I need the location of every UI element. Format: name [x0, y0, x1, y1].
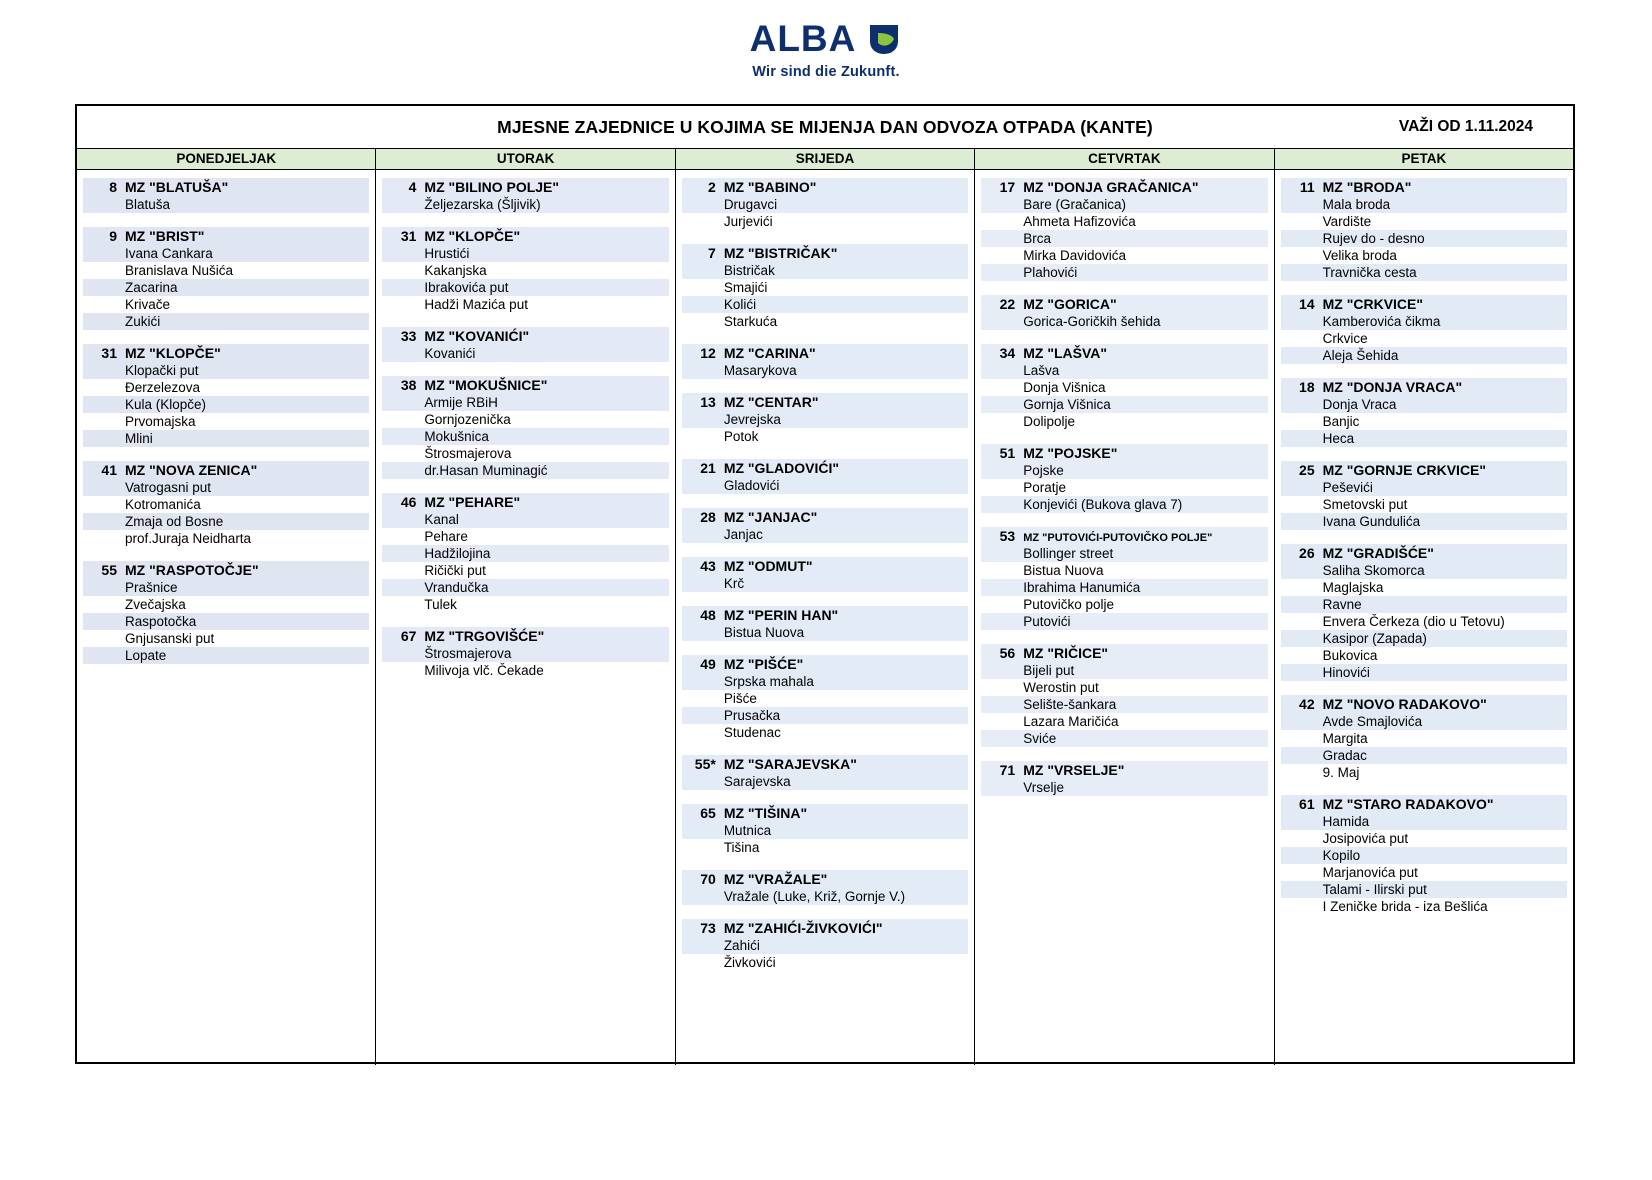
- street-row: Hadži Mazića put: [424, 297, 528, 312]
- day-header: SRIJEDA: [676, 149, 974, 170]
- mz-group: [981, 444, 1267, 513]
- street-row: Donja Višnica: [1023, 380, 1106, 395]
- street-row: Blatuša: [83, 196, 369, 213]
- day-column-body: [1275, 170, 1573, 1065]
- mz-group-header: [682, 919, 968, 937]
- street-row: Bistričak: [682, 262, 968, 279]
- mz-name: MZ "BRODA": [1322, 179, 1412, 195]
- street-row: Gradac: [1281, 747, 1567, 764]
- mz-name: MZ "DONJA GRAČANICA": [1023, 179, 1199, 195]
- mz-name: MZ "POJSKE": [1023, 445, 1118, 461]
- street-row: Putovići: [981, 613, 1267, 630]
- mz-number: 71: [999, 762, 1016, 778]
- street-row: Kamberovića čikma: [1281, 313, 1567, 330]
- mz-group-header: [83, 461, 369, 479]
- mz-number: 34: [999, 345, 1016, 361]
- street-row: Kula (Klopče): [83, 396, 369, 413]
- street-row: Banjic: [1322, 414, 1360, 429]
- street-row: Ivana Cankara: [83, 245, 369, 262]
- street-row: Gorica-Goričkih šehida: [981, 313, 1267, 330]
- street-row: Studenac: [723, 725, 781, 740]
- mz-group: [981, 344, 1267, 430]
- day-column-body: [376, 170, 674, 1065]
- mz-number: 2: [708, 179, 716, 195]
- mz-number: 31: [101, 345, 117, 361]
- street-row: Konjevići (Bukova glava 7): [981, 496, 1267, 513]
- street-row: Lopate: [83, 647, 369, 664]
- mz-group: [1281, 795, 1567, 915]
- street-row: Tulek: [424, 597, 457, 612]
- street-row: Hadžilojina: [382, 545, 668, 562]
- street-row: Hamida: [1281, 813, 1567, 830]
- day-header: PETAK: [1275, 149, 1573, 170]
- mz-number: 70: [700, 871, 716, 887]
- day-column-srijeda: [675, 149, 974, 1065]
- street-row: Vrselje: [981, 779, 1267, 796]
- mz-group-header: [981, 344, 1267, 362]
- day-column-cetvrtak: [974, 149, 1273, 1065]
- street-row: Velika broda: [1322, 248, 1397, 263]
- mz-number: 14: [1299, 296, 1315, 312]
- street-row: Talami - Ilirski put: [1281, 881, 1567, 898]
- street-row: Aleja Šehida: [1281, 347, 1567, 364]
- mz-number: 12: [700, 345, 716, 361]
- day-header: CETVRTAK: [975, 149, 1273, 170]
- mz-group: [682, 393, 968, 445]
- mz-number: 22: [999, 296, 1016, 312]
- street-row: Milivoja vlč. Čekade: [424, 663, 544, 678]
- mz-name: MZ "ODMUT": [723, 558, 813, 574]
- mz-group: [1281, 695, 1567, 781]
- mz-name: MZ "RIČICE": [1023, 645, 1109, 661]
- street-row: Avde Smajlovića: [1281, 713, 1567, 730]
- mz-group-header: [382, 227, 668, 245]
- mz-group-header: [83, 561, 369, 579]
- mz-group: [1281, 295, 1567, 364]
- street-row: Prusačka: [682, 707, 968, 724]
- mz-group-header: [981, 178, 1267, 196]
- street-row: Ravne: [1281, 596, 1567, 613]
- street-row: Drugavci: [682, 196, 968, 213]
- street-row: Sviće: [981, 730, 1267, 747]
- street-row: Travnička cesta: [1281, 264, 1567, 281]
- logo-row: [750, 18, 903, 60]
- street-row: Jurjevići: [723, 214, 773, 229]
- mz-group: [682, 244, 968, 330]
- mz-group-header: [1281, 795, 1567, 813]
- street-row: Janjac: [682, 526, 968, 543]
- mz-group-header: [1281, 295, 1567, 313]
- street-row: Bijeli put: [981, 662, 1267, 679]
- page-title: MJESNE ZAJEDNICE U KOJIMA SE MIJENJA DAN ODVOZA OTPADA (KANTE): [497, 116, 1153, 137]
- mz-group: [83, 178, 369, 213]
- street-row: Kolići: [682, 296, 968, 313]
- street-row: Štrosmajerova: [424, 446, 512, 461]
- mz-group-header: [981, 444, 1267, 462]
- street-row: Brca: [981, 230, 1267, 247]
- mz-group-header: [382, 493, 668, 511]
- mz-group: [981, 178, 1267, 281]
- street-row: Kasipor (Zapada): [1281, 630, 1567, 647]
- street-row: Lazara Maričića: [1023, 714, 1119, 729]
- street-row: Mokušnica: [382, 428, 668, 445]
- street-row: Donja Vraca: [1281, 396, 1567, 413]
- mz-number: 28: [700, 509, 716, 525]
- street-row: Štrosmajerova: [382, 645, 668, 662]
- mz-number: 11: [1299, 179, 1315, 195]
- valid-from-label: VAŽI OD 1.11.2024: [1398, 118, 1533, 135]
- mz-number: 61: [1299, 796, 1315, 812]
- mz-number: 41: [101, 462, 117, 478]
- street-row: Mirka Davidovića: [1023, 248, 1126, 263]
- mz-group-header: [981, 527, 1267, 545]
- street-row: Marjanovića put: [1322, 865, 1418, 880]
- mz-number: 38: [400, 377, 417, 393]
- mz-name: MZ "BABINO": [723, 179, 817, 195]
- mz-group: [83, 344, 369, 447]
- mz-group: [682, 606, 968, 641]
- mz-group-header: [981, 761, 1267, 779]
- street-row: Dolipolje: [1023, 414, 1075, 429]
- mz-group: [382, 493, 668, 613]
- mz-group-header: [1281, 178, 1567, 196]
- mz-group: [382, 627, 668, 679]
- mz-number: 18: [1299, 379, 1315, 395]
- street-row: Plahovići: [981, 264, 1267, 281]
- mz-number: 43: [700, 558, 716, 574]
- mz-group-header: [682, 508, 968, 526]
- mz-group-header: [682, 655, 968, 673]
- street-row: Gornjozenička: [424, 412, 511, 427]
- street-row: Starkuća: [723, 314, 778, 329]
- street-row: Kopilo: [1281, 847, 1567, 864]
- street-row: Bollinger street: [981, 545, 1267, 562]
- day-column-body: [676, 170, 974, 1065]
- mz-group-header: [382, 327, 668, 345]
- mz-name: MZ "GORICA": [1023, 296, 1117, 312]
- mz-name: MZ "ZAHIĆI-ŽIVKOVIĆI": [723, 920, 883, 936]
- mz-group: [83, 227, 369, 330]
- street-row: Bistua Nuova: [1023, 563, 1104, 578]
- street-row: Ibrakovića put: [382, 279, 668, 296]
- mz-group-header: [682, 804, 968, 822]
- mz-group-header: [682, 393, 968, 411]
- street-row: Pišće: [723, 691, 757, 706]
- mz-number: 7: [708, 245, 716, 261]
- mz-group: [382, 376, 668, 479]
- mz-group: [382, 227, 668, 313]
- street-row: Ibrahima Hanumića: [981, 579, 1267, 596]
- street-row: Ričički put: [424, 563, 486, 578]
- street-row: Gladovići: [682, 477, 968, 494]
- day-column-ponedjeljak: [77, 149, 375, 1065]
- mz-name: MZ "KLOPČE": [125, 345, 221, 361]
- street-row: Smetovski put: [1322, 497, 1408, 512]
- mz-group-header: [382, 627, 668, 645]
- mz-name: MZ "RASPOTOČJE": [125, 562, 259, 578]
- street-row: Maglajska: [1322, 580, 1384, 595]
- mz-group: [682, 755, 968, 790]
- street-row: Hinovići: [1281, 664, 1567, 681]
- street-row: 9. Maj: [1322, 765, 1360, 780]
- day-column-body: [77, 170, 375, 1065]
- mz-name: MZ "SARAJEVSKA": [723, 756, 857, 772]
- mz-group-header: [981, 295, 1267, 313]
- mz-group-header: [1281, 695, 1567, 713]
- mz-group: [1281, 544, 1567, 681]
- street-row: Lašva: [981, 362, 1267, 379]
- street-row: Werostin put: [1023, 680, 1099, 695]
- day-column-utorak: [375, 149, 674, 1065]
- mz-name: MZ "MOKUŠNICE": [424, 377, 548, 393]
- table-title-row: [77, 106, 1573, 149]
- mz-group: [682, 508, 968, 543]
- street-row: Prašnice: [83, 579, 369, 596]
- mz-name: MZ "LAŠVA": [1023, 345, 1108, 361]
- mz-group: [83, 561, 369, 664]
- mz-group-header: [682, 459, 968, 477]
- mz-name: MZ "GRADIŠĆE": [1322, 545, 1434, 561]
- mz-number: 25: [1299, 462, 1315, 478]
- street-row: Mutnica: [682, 822, 968, 839]
- mz-number: 21: [700, 460, 716, 476]
- mz-group-header: [682, 755, 968, 773]
- day-header: PONEDJELJAK: [77, 149, 375, 170]
- mz-name: MZ "PIŠĆE": [723, 656, 804, 672]
- mz-group: [682, 870, 968, 905]
- street-row: Bukovica: [1322, 648, 1378, 663]
- mz-group: [1281, 378, 1567, 447]
- street-row: Mlini: [83, 430, 369, 447]
- street-row: Peševići: [1281, 479, 1567, 496]
- mz-number: 49: [700, 656, 716, 672]
- schedule-table: [75, 104, 1575, 1064]
- mz-group: [682, 344, 968, 379]
- street-row: Tišina: [723, 840, 760, 855]
- mz-name: MZ "PEHARE": [424, 494, 521, 510]
- mz-group: [682, 178, 968, 230]
- mz-group-header: [83, 344, 369, 362]
- street-row: Vatrogasni put: [83, 479, 369, 496]
- street-row: Krč: [682, 575, 968, 592]
- street-row: Prvomajska: [125, 414, 196, 429]
- street-row: Ahmeta Hafizovića: [1023, 214, 1136, 229]
- mz-number: 13: [700, 394, 716, 410]
- mz-name: MZ "CENTAR": [723, 394, 819, 410]
- mz-number: 73: [700, 920, 716, 936]
- street-row: Kovanići: [382, 345, 668, 362]
- street-row: Vražale (Luke, Križ, Gornje V.): [682, 888, 968, 905]
- street-row: Putovičko polje: [1023, 597, 1115, 612]
- street-row: Bistua Nuova: [682, 624, 968, 641]
- mz-name: MZ "STARO RADAKOVO": [1322, 796, 1494, 812]
- mz-group: [382, 327, 668, 362]
- mz-number: 33: [400, 328, 417, 344]
- street-row: Josipovića put: [1322, 831, 1409, 846]
- street-row: I Zeničke brida - iza Bešlića: [1322, 899, 1488, 914]
- street-row: Armije RBiH: [382, 394, 668, 411]
- mz-group: [682, 459, 968, 494]
- mz-group-header: [981, 644, 1267, 662]
- mz-group: [83, 461, 369, 547]
- logo-tagline: Wir sind die Zukunft.: [752, 64, 900, 80]
- mz-number: 48: [700, 607, 716, 623]
- mz-name: MZ "VRAŽALE": [723, 871, 828, 887]
- mz-number: 8: [109, 179, 117, 195]
- mz-group: [981, 295, 1267, 330]
- day-header: UTORAK: [376, 149, 674, 170]
- street-row: Zahići: [682, 937, 968, 954]
- mz-number: 56: [999, 645, 1016, 661]
- mz-group-header: [83, 227, 369, 245]
- street-row: Živkovići: [723, 955, 776, 970]
- mz-group-header: [682, 244, 968, 262]
- street-row: Saliha Skomorca: [1281, 562, 1567, 579]
- street-row: Branislava Nušića: [125, 263, 234, 278]
- mz-number: 67: [400, 628, 417, 644]
- mz-group: [682, 655, 968, 741]
- street-row: Poratje: [1023, 480, 1066, 495]
- logo-wordmark: ALBA: [749, 18, 857, 59]
- street-row: Smajići: [723, 280, 768, 295]
- mz-name: MZ "BILINO POLJE": [424, 179, 560, 195]
- mz-name: MZ "DONJA VRACA": [1322, 379, 1463, 395]
- street-row: Pojske: [981, 462, 1267, 479]
- street-row: Đerzelezova: [125, 380, 201, 395]
- mz-group: [981, 527, 1267, 630]
- mz-group-header: [682, 870, 968, 888]
- mz-name: MZ "BISTRIČAK": [723, 245, 838, 261]
- mz-group: [981, 644, 1267, 747]
- mz-name: MZ "CARINA": [723, 345, 816, 361]
- street-row: Zvečajska: [125, 597, 186, 612]
- mz-number: 55: [101, 562, 117, 578]
- street-row: Vrandučka: [382, 579, 668, 596]
- mz-number: 17: [999, 179, 1016, 195]
- brand-logo: [0, 18, 1652, 80]
- street-row: Margita: [1322, 731, 1368, 746]
- mz-name: MZ "PUTOVIĆI-PUTOVIČKO POLJE": [1023, 532, 1213, 544]
- mz-group-header: [682, 606, 968, 624]
- street-row: Potok: [723, 429, 759, 444]
- mz-group-header: [682, 557, 968, 575]
- mz-name: MZ "CRKVICE": [1322, 296, 1424, 312]
- street-row: Zukići: [83, 313, 369, 330]
- mz-name: MZ "VRSELJE": [1023, 762, 1125, 778]
- street-row: Zacarina: [83, 279, 369, 296]
- mz-name: MZ "GLADOVIĆI": [723, 460, 839, 476]
- street-row: Zmaja od Bosne: [83, 513, 369, 530]
- alba-leaf-icon: [866, 21, 902, 57]
- street-row: Mala broda: [1281, 196, 1567, 213]
- street-row: Hrustići: [382, 245, 668, 262]
- street-row: Jevrejska: [682, 411, 968, 428]
- mz-group: [1281, 178, 1567, 281]
- mz-number: 65: [700, 805, 716, 821]
- street-row: Heca: [1281, 430, 1567, 447]
- mz-group-header: [382, 178, 668, 196]
- mz-name: MZ "KOVANIĆI": [424, 328, 530, 344]
- mz-group-header: [682, 344, 968, 362]
- street-row: Pehare: [424, 529, 468, 544]
- mz-group: [981, 761, 1267, 796]
- street-row: Masarykova: [682, 362, 968, 379]
- day-columns: [77, 149, 1573, 1065]
- street-row: Ivana Gundulića: [1281, 513, 1567, 530]
- mz-group: [682, 804, 968, 856]
- mz-group: [682, 919, 968, 971]
- mz-group-header: [382, 376, 668, 394]
- street-row: Klopački put: [83, 362, 369, 379]
- mz-number: 4: [408, 179, 417, 195]
- mz-name: MZ "NOVA ZENICA": [125, 462, 258, 478]
- street-row: Kanal: [382, 511, 668, 528]
- mz-name: MZ "JANJAC": [723, 509, 818, 525]
- street-row: Crkvice: [1322, 331, 1368, 346]
- mz-name: MZ "GORNJE CRKVICE": [1322, 462, 1487, 478]
- mz-number: 55*: [694, 756, 716, 772]
- mz-name: MZ "BLATUŠA": [125, 179, 229, 195]
- mz-number: 26: [1299, 545, 1315, 561]
- mz-group-header: [83, 178, 369, 196]
- street-row: Raspotočka: [83, 613, 369, 630]
- mz-number: 46: [400, 494, 417, 510]
- street-row: prof.Juraja Neidharta: [125, 531, 252, 546]
- mz-group: [1281, 461, 1567, 530]
- mz-group: [382, 178, 668, 213]
- street-row: Bare (Gračanica): [981, 196, 1267, 213]
- mz-group-header: [1281, 544, 1567, 562]
- mz-group-header: [1281, 461, 1567, 479]
- street-row: Krivače: [125, 297, 171, 312]
- street-row: Gnjusanski put: [125, 631, 215, 646]
- day-column-body: [975, 170, 1273, 1065]
- mz-number: 42: [1299, 696, 1315, 712]
- mz-name: MZ "BRIST": [125, 228, 205, 244]
- mz-group-header: [682, 178, 968, 196]
- street-row: Željezarska (Šljivik): [382, 196, 668, 213]
- street-row: Kakanjska: [424, 263, 487, 278]
- mz-name: MZ "NOVO RADAKOVO": [1322, 696, 1487, 712]
- street-row: Gornja Višnica: [981, 396, 1267, 413]
- street-row: Srpska mahala: [682, 673, 968, 690]
- mz-name: MZ "PERIN HAN": [723, 607, 839, 623]
- mz-name: MZ "TIŠINA": [723, 805, 808, 821]
- mz-number: 31: [400, 228, 417, 244]
- mz-number: 53: [999, 528, 1016, 544]
- street-row: dr.Hasan Muminagić: [382, 462, 668, 479]
- mz-name: MZ "TRGOVIŠĆE": [424, 628, 545, 644]
- mz-group-header: [1281, 378, 1567, 396]
- street-row: Rujev do - desno: [1281, 230, 1567, 247]
- street-row: Envera Čerkeza (dio u Tetovu): [1322, 614, 1505, 629]
- mz-number: 9: [109, 228, 117, 244]
- street-row: Kotromanića: [125, 497, 201, 512]
- mz-name: MZ "KLOPČE": [424, 228, 521, 244]
- mz-number: 51: [999, 445, 1016, 461]
- mz-group: [682, 557, 968, 592]
- street-row: Sarajevska: [682, 773, 968, 790]
- day-column-petak: [1274, 149, 1573, 1065]
- street-row: Selište-šankara: [981, 696, 1267, 713]
- street-row: Vardište: [1322, 214, 1372, 229]
